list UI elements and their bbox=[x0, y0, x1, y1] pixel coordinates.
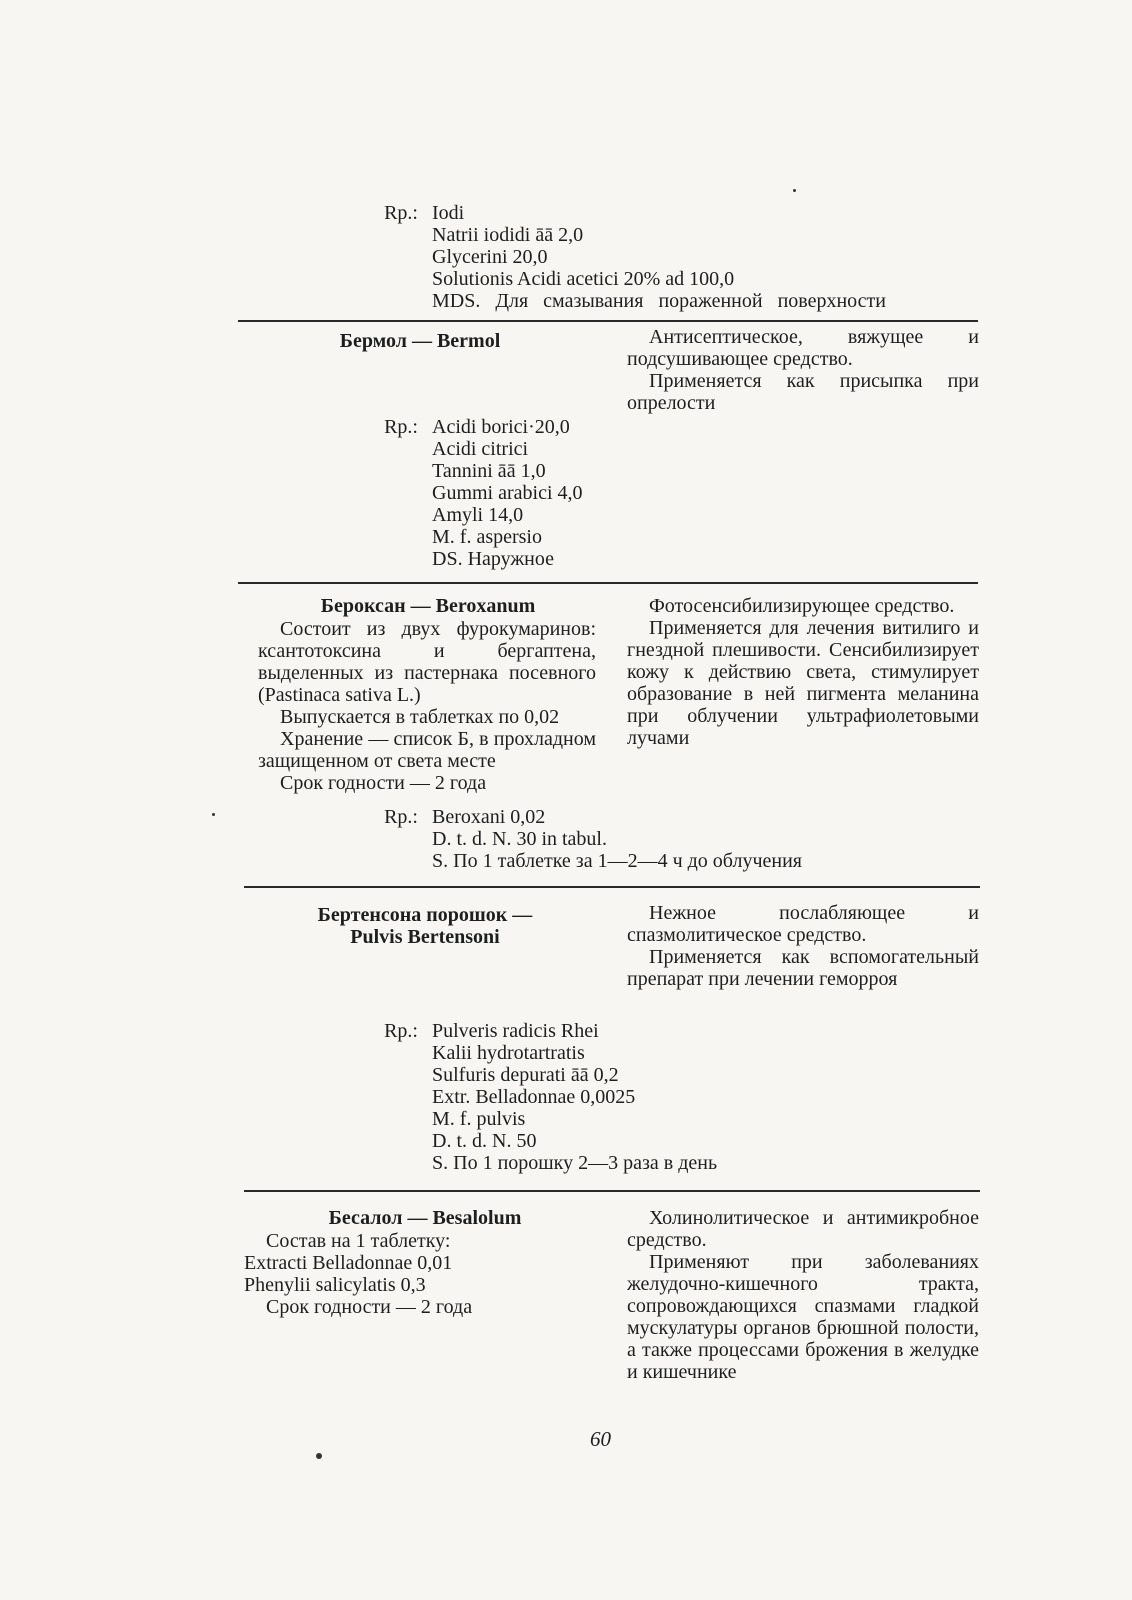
entry-title-line: Pulvis Bertensoni bbox=[350, 926, 500, 948]
entry-composition-besalol bbox=[244, 1230, 574, 1318]
composition-line: Состав на 1 таблетку: bbox=[266, 1230, 451, 1252]
entry-title-line: Бертенсона порошок — bbox=[317, 904, 533, 926]
description-paragraph: Антисептическое, вяжущее и подсушивающее средство. bbox=[627, 326, 979, 370]
entry-description-bertenson bbox=[627, 902, 979, 990]
entry-title-besalol: Бесалол — Besalolum bbox=[328, 1207, 522, 1229]
recipe-line: S. По 1 порошку 2—3 раза в день bbox=[432, 1152, 718, 1174]
rp-label: Rp.: bbox=[384, 202, 418, 224]
recipe-line: Natrii iodidi āā 2,0 bbox=[432, 224, 584, 246]
recipe-beroxan bbox=[432, 806, 802, 872]
recipe-iodi bbox=[432, 202, 886, 312]
entry-composition-beroxan bbox=[258, 618, 596, 794]
recipe-line: Beroxani 0,02 bbox=[432, 806, 546, 828]
page-number: 60 bbox=[590, 1427, 611, 1451]
recipe-line: Solutionis Acidi acetici 20% ad 100,0 bbox=[432, 268, 735, 290]
section-divider bbox=[244, 886, 980, 888]
recipe-line: Gummi arabici 4,0 bbox=[432, 482, 583, 504]
print-speck bbox=[793, 189, 796, 192]
description-paragraph: Применяется как вспомогательный препарат при лечении геморроя bbox=[627, 946, 979, 990]
recipe-line: Tannini āā 1,0 bbox=[432, 460, 546, 482]
recipe-line: Iodi bbox=[432, 202, 465, 224]
rp-label: Rp.: bbox=[384, 806, 418, 828]
entry-title-beroxan: Бероксан — Beroxanum bbox=[320, 595, 536, 617]
entry-description-beroxan bbox=[627, 595, 979, 749]
composition-paragraph: Выпускается в таблетках по 0,02 bbox=[280, 706, 560, 728]
recipe-line: D. t. d. N. 50 bbox=[432, 1130, 537, 1152]
recipe-bertenson bbox=[432, 1020, 717, 1174]
entry-title-bertenson bbox=[260, 904, 590, 948]
entry-description-bermol bbox=[627, 326, 979, 414]
recipe-line: Acidi citrici bbox=[432, 438, 529, 460]
recipe-line: Sulfuris depurati āā 0,2 bbox=[432, 1064, 619, 1086]
rp-label: Rp.: bbox=[384, 1020, 418, 1042]
print-speck bbox=[316, 1453, 322, 1459]
recipe-line: D. t. d. N. 30 in tabul. bbox=[432, 828, 607, 850]
description-paragraph: Применяется как присыпка при опрелости bbox=[627, 370, 979, 414]
composition-line: Phenylii salicylatis 0,3 bbox=[244, 1274, 426, 1296]
composition-paragraph: Хранение — список Б, в прохладном защищенном от света месте bbox=[258, 728, 596, 772]
recipe-line: MDS. Для смазывания пораженной поверхности bbox=[432, 290, 886, 312]
composition-line: Срок годности — 2 года bbox=[266, 1296, 473, 1318]
recipe-line: Kalii hydrotartratis bbox=[432, 1042, 585, 1064]
composition-line: Extracti Belladonnae 0,01 bbox=[244, 1252, 453, 1274]
description-paragraph: Холинолитическое и антимикробное средство. bbox=[627, 1207, 979, 1251]
recipe-line: Extr. Belladonnae 0,0025 bbox=[432, 1086, 636, 1108]
entry-title-bermol: Бермол — Bermol bbox=[339, 330, 501, 352]
print-speck bbox=[212, 813, 215, 816]
composition-paragraph: Состоит из двух фурокумаринов: ксантотоксина и бергаптена, выделенных из пастернака посевного (Pastinaca sativa L.) bbox=[258, 618, 596, 706]
recipe-line: Pulveris radicis Rhei bbox=[432, 1020, 599, 1042]
rp-label: Rp.: bbox=[384, 416, 418, 438]
description-paragraph: Фотосенсибилизирующее средство. bbox=[649, 595, 955, 617]
recipe-line: M. f. pulvis bbox=[432, 1108, 526, 1130]
entry-description-besalol bbox=[627, 1207, 979, 1383]
recipe-bermol bbox=[432, 416, 583, 570]
section-divider bbox=[238, 582, 978, 584]
composition-paragraph: Срок годности — 2 года bbox=[280, 772, 487, 794]
recipe-line: S. По 1 таблетке за 1—2—4 ч до облучения bbox=[432, 850, 803, 872]
section-divider bbox=[244, 1190, 980, 1192]
recipe-line: M. f. aspersio bbox=[432, 526, 542, 548]
recipe-line: DS. Наружное bbox=[432, 548, 555, 570]
description-paragraph: Применяется для лечения витилиго и гнездной плешивости. Сенсибилизирует кожу к действию света, стимулирует образование в ней пигмента меланина при облучении ультрафиолетовыми лучами bbox=[627, 617, 979, 749]
section-divider bbox=[238, 320, 978, 322]
description-paragraph: Нежное послабляющее и спазмолитическое средство. bbox=[627, 902, 979, 946]
description-paragraph: Применяют при заболеваниях желудочно-кишечного тракта, сопровождающихся спазмами гладкой мускулатуры органов брюшной полости, а также процессами брожения в желудке и кишечнике bbox=[627, 1251, 979, 1383]
recipe-line: Glycerini 20,0 bbox=[432, 246, 548, 268]
recipe-line: Acidi borici·20,0 bbox=[432, 416, 570, 438]
recipe-line: Amyli 14,0 bbox=[432, 504, 524, 526]
